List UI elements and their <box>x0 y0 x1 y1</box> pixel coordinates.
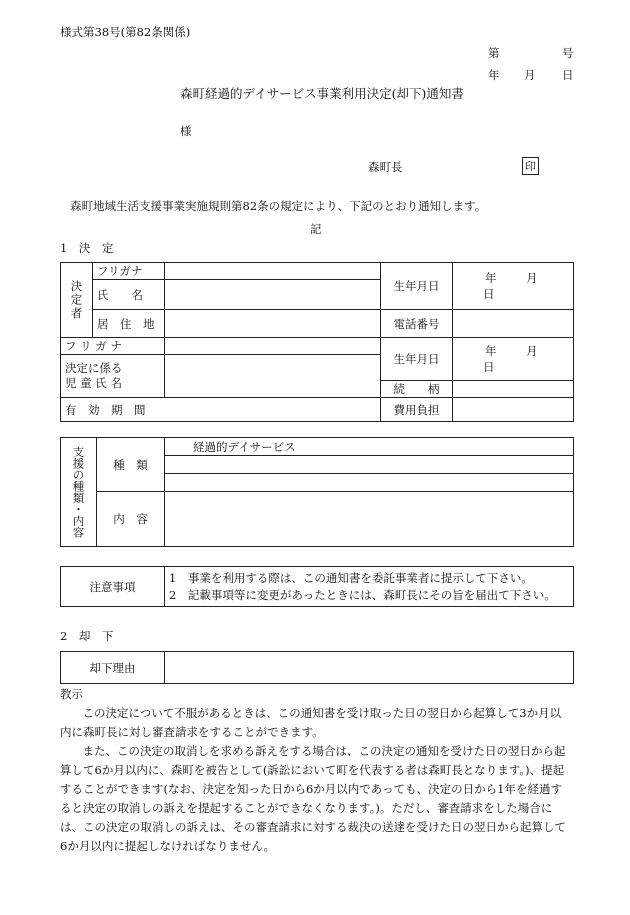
number-suffix: 号 <box>562 46 574 60</box>
instruction-para1: この決定について不服があるときは、この通知書を受け取った日の翌日から起算して3か月以内に森町長に対し審査請求をすることができます。 <box>60 706 562 739</box>
notes-items <box>165 567 574 607</box>
form-number: 様式第38号(第82条関係) <box>60 25 191 39</box>
cost-value[interactable] <box>453 398 574 422</box>
issuer: 森町長 <box>368 160 403 174</box>
notes-label: 注意事項 <box>61 567 165 607</box>
child-birth-date[interactable]: 年 月 日 <box>453 338 574 381</box>
rejection-table <box>60 651 574 684</box>
date-day: 日 <box>562 68 574 82</box>
instruction-para2: また、この決定の取消しを求める訴えをする場合は、この決定の通知を受けた日の翌日から起算して6か月以内に、森町を被告として(訴訟において町を代表する者は森町長となります。)、提起することができます(なお、決定を知った日から6か月以内であっても、決定の日から1年を経過すると決定の取消しの訴えを提起することができなくなります。)。ただし、審査請求をした場合には、この決定の取消しの訴えは、その審査請求に対する裁決の送達を受けた日の翌日から起算して6か月以内に提起しなければなりません。 <box>60 744 566 853</box>
address-label: 居 住 地 <box>93 310 165 338</box>
name-label: 氏 名 <box>93 280 165 310</box>
validity-label: 有 効 期 間 <box>61 398 381 422</box>
addressee-suffix: 様 <box>180 124 192 138</box>
section2-heading: 2 却 下 <box>60 629 114 643</box>
instruction-heading: 教示 <box>60 687 83 701</box>
phone-value[interactable] <box>453 310 574 338</box>
furigana-value[interactable] <box>165 263 381 280</box>
reason-label: 却下理由 <box>61 652 165 684</box>
intro-text: 森町地域生活支援事業実施規則第82条の規定により、下記のとおり通知します。 <box>70 199 487 213</box>
date-month: 月 <box>524 68 536 82</box>
seal-mark: 印 <box>522 157 539 175</box>
birth-label: 生年月日 <box>381 263 453 310</box>
decision-table <box>60 262 574 422</box>
relation-label: 続 柄 <box>381 381 453 398</box>
name-value[interactable] <box>165 280 381 310</box>
number-prefix: 第 <box>488 46 500 60</box>
child-furigana-label: フ リ ガ ナ <box>61 338 165 355</box>
address-value[interactable] <box>165 310 381 338</box>
reason-value[interactable] <box>165 652 574 684</box>
ki-heading: 記 <box>310 222 322 236</box>
cost-label: 費用負担 <box>381 398 453 422</box>
type-row-2[interactable] <box>165 456 574 474</box>
support-label: 支援の種類・内容 <box>61 438 97 547</box>
furigana-label: フリガナ <box>93 263 165 280</box>
child-birth-label: 生年月日 <box>381 338 453 381</box>
note-item: 1 事業を利用する際は、この通知書を委託事業者に提示して下さい。 <box>169 570 533 585</box>
notes-table <box>60 566 574 607</box>
type-value: 経過的デイサービス <box>165 438 574 456</box>
support-table <box>60 437 574 547</box>
type-label: 種 類 <box>97 438 165 492</box>
relation-value[interactable] <box>453 381 574 398</box>
child-furigana-value[interactable] <box>165 338 381 355</box>
phone-label: 電話番号 <box>381 310 453 338</box>
note-item: 2 記載事項等に変更があったときには、森町長にその旨を届出て下さい。 <box>169 587 556 602</box>
determiner-label: 決定者 <box>61 263 93 338</box>
content-value[interactable] <box>165 492 574 547</box>
child-name-label: 決定に係る 児 童 氏 名 <box>61 355 165 398</box>
content-label: 内 容 <box>97 492 165 547</box>
child-name-value[interactable] <box>165 355 381 398</box>
type-row-3[interactable] <box>165 474 574 492</box>
date-year: 年 <box>488 68 500 82</box>
section1-heading: 1 決 定 <box>60 241 114 255</box>
document-title: 森町経過的デイサービス事業利用決定(却下)通知書 <box>180 86 464 101</box>
birth-date[interactable]: 年 月 日 <box>453 263 574 310</box>
